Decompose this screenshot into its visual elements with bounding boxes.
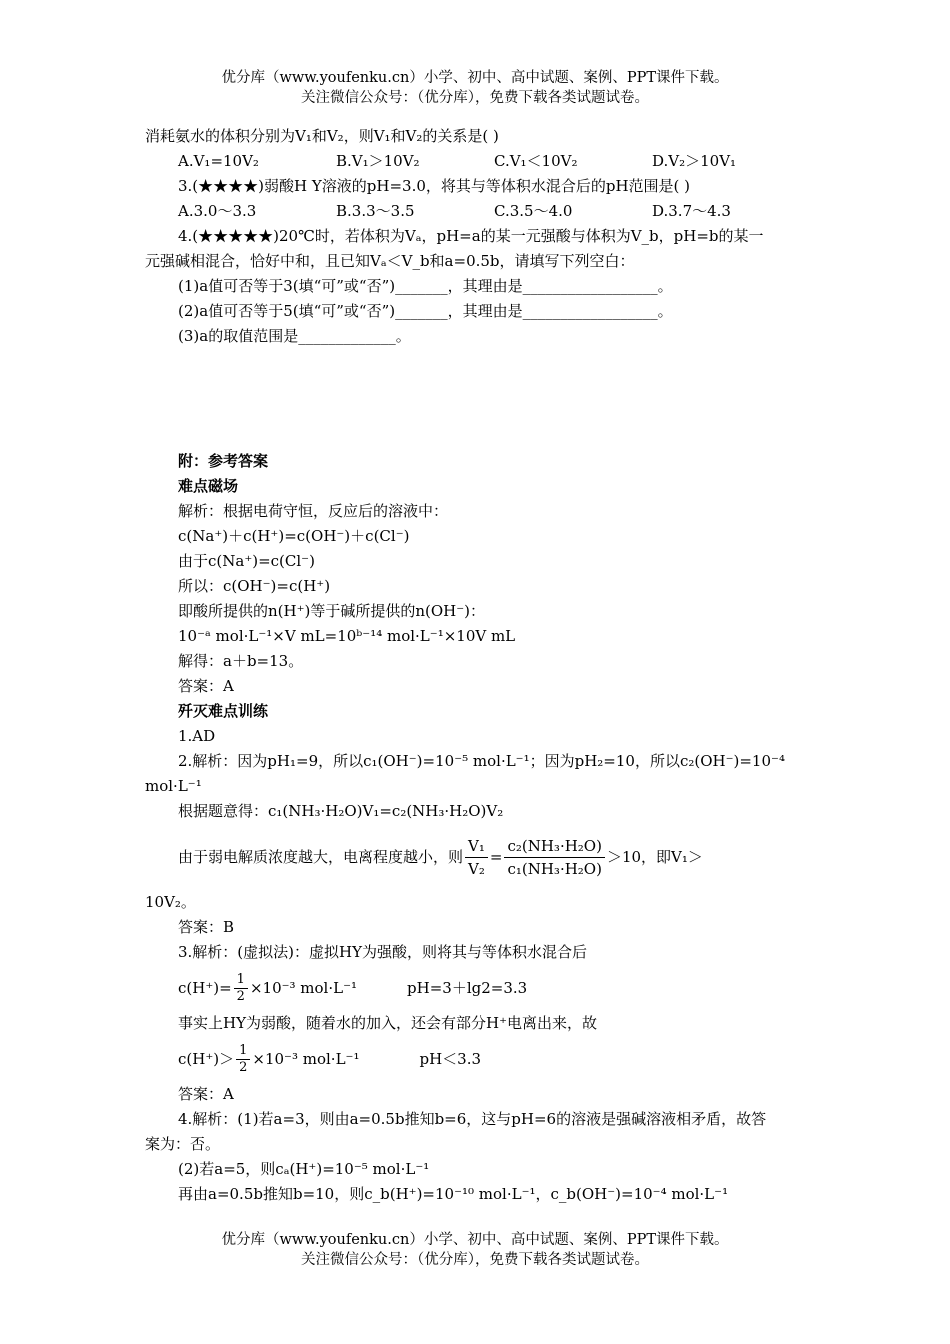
answers-title: 附：参考答案 [178, 452, 269, 470]
answer-3-result: 答案：A [178, 1085, 234, 1103]
footer-line-2: 关注微信公众号：（优分库），免费下载各类试题试卷。 [301, 1252, 649, 1268]
q3-option-c: C.3.5～4.0 [494, 202, 573, 220]
footer-line-1: 优分库（www.youfenku.cn）小学、初中、高中试题、案例、PPT课件下载。 [221, 1232, 729, 1248]
frac-den-c1: c₁(NH₃·H₂O) [507, 859, 602, 878]
answer-2-line-3: 根据题意得：c₁(NH₃·H₂O)V₁=c₂(NH₃·H₂O)V₂ [178, 802, 504, 820]
q4-line-1: 4.(★★★★★)20℃时，若体积为Vₐ，pH=a的某一元强酸与体积为V_b，pH=b的某一 [178, 227, 764, 245]
page-header [0, 68, 950, 108]
a2-frac-suffix: ＞10，即V₁＞ [606, 847, 703, 866]
answer-4-line-3: (2)若a=5，则cₐ(H⁺)=10⁻⁵ mol·L⁻¹ [178, 1160, 430, 1178]
equals-sign: = [489, 847, 503, 866]
answer-2-line-5: 10V₂。 [145, 893, 196, 911]
s1-line-1: 解析：根据电荷守恒，反应后的溶液中： [178, 502, 449, 520]
q4-line-2: 元强碱相混合，恰好中和，且已知Vₐ＜V_b和a=0.5b，请填写下列空白： [145, 252, 635, 270]
q2-option-c: C.V₁＜10V₂ [494, 152, 578, 170]
header-line-2: 关注微信公众号：（优分库），免费下载各类试题试卷。 [301, 90, 649, 106]
answer-2-result: 答案：B [178, 918, 235, 936]
answer-3-line-3: 事实上HY为弱酸，随着水的加入，还会有部分H⁺电离出来，故 [178, 1014, 597, 1032]
s1-line-5: 即酸所提供的n(H⁺)等于碱所提供的n(OH⁻)： [178, 602, 486, 620]
q3-options [145, 199, 810, 224]
half-num: 1 [234, 972, 248, 989]
q4-sub-1: (1)a值可否等于3(填“可”或“否”)_______，其理由是__________________。 [178, 277, 673, 295]
q2-option-a: A.V₁=10V₂ [178, 152, 259, 170]
q3-option-a: A.3.0～3.3 [178, 202, 257, 220]
frac-num-v1: V₁ [465, 835, 488, 858]
s1-line-8: 答案：A [178, 677, 234, 695]
document-body [145, 124, 810, 1207]
q2-options [145, 149, 810, 174]
a3-eq1-suffix: ×10⁻³ mol·L⁻¹ [249, 978, 358, 997]
q4-sub-2: (2)a值可否等于5(填“可”或“否”)_______，其理由是__________________。 [178, 302, 673, 320]
concentration-ratio-fraction [504, 835, 605, 880]
q2-option-b: B.V₁＞10V₂ [336, 152, 420, 170]
frac-num-c2: c₂(NH₃·H₂O) [504, 835, 605, 858]
v1-over-v2-fraction [465, 835, 488, 880]
page-footer [0, 1230, 950, 1270]
answer-3-eq-2 [145, 1036, 810, 1082]
answer-3-eq-1 [145, 965, 810, 1011]
a3-eq1-prefix: c(H⁺)= [178, 978, 232, 997]
section-nandian-cichang: 难点磁场 [178, 477, 239, 495]
half-num-2: 1 [236, 1043, 250, 1060]
answer-4-line-4: 再由a=0.5b推知b=10，则c_b(H⁺)=10⁻¹⁰ mol·L⁻¹，c_b(OH⁻)=10⁻⁴ mol·L⁻¹ [178, 1185, 729, 1203]
answer-2-line-1: 2.解析：因为pH₁=9，所以c₁(OH⁻)=10⁻⁵ mol·L⁻¹；因为pH₂=10，所以c₂(OH⁻)=10⁻⁴ [178, 752, 785, 770]
a3-eq2-suffix: ×10⁻³ mol·L⁻¹ [252, 1049, 360, 1068]
half-den: 2 [236, 988, 245, 1004]
half-den-2: 2 [239, 1059, 248, 1075]
one-half-fraction [234, 972, 248, 1005]
one-half-fraction-2 [236, 1043, 250, 1076]
q2-intro: 消耗氨水的体积分别为V₁和V₂，则V₁和V₂的关系是( ) [145, 127, 499, 145]
q3-option-b: B.3.3～3.5 [336, 202, 415, 220]
frac-den-v2: V₂ [468, 859, 485, 878]
q3-option-d: D.3.7～4.3 [652, 202, 731, 220]
a2-frac-prefix: 由于弱电解质浓度越大，电离程度越小，则 [178, 847, 464, 866]
answer-4-line-1: 4.解析：(1)若a=3，则由a=0.5b推知b=6，这与pH=6的溶液是强碱溶液相矛盾，故答 [178, 1110, 767, 1128]
a3-eq2-ph: pH＜3.3 [419, 1049, 482, 1068]
a3-eq1-ph: pH=3＋lg2=3.3 [407, 978, 528, 997]
s1-line-2: c(Na⁺)＋c(H⁺)=c(OH⁻)＋c(Cl⁻) [178, 527, 410, 545]
q4-sub-3: (3)a的取值范围是_____________。 [178, 327, 411, 345]
a3-eq2-prefix: c(H⁺)＞ [178, 1049, 235, 1068]
section-jianmie-xunlian: 歼灭难点训练 [178, 702, 269, 720]
s1-line-6: 10⁻ᵃ mol·L⁻¹×V mL=10ᵇ⁻¹⁴ mol·L⁻¹×10V mL [178, 627, 516, 645]
header-line-1: 优分库（www.youfenku.cn）小学、初中、高中试题、案例、PPT课件下载。 [221, 70, 729, 86]
s1-line-4: 所以：c(OH⁻)=c(H⁺) [178, 577, 331, 595]
answer-2-line-2: mol·L⁻¹ [145, 777, 202, 795]
answer-4-line-2: 案为：否。 [145, 1135, 221, 1153]
answer-1: 1.AD [178, 727, 216, 745]
answer-2-fraction-line [145, 824, 810, 890]
q3-text: 3.(★★★★)弱酸H Y溶液的pH=3.0，将其与等体积水混合后的pH范围是( ) [178, 177, 691, 195]
answer-3-line-1: 3.解析：(虚拟法)：虚拟HY为强酸，则将其与等体积水混合后 [178, 943, 588, 961]
q2-option-d: D.V₂＞10V₁ [652, 152, 737, 170]
s1-line-3: 由于c(Na⁺)=c(Cl⁻) [178, 552, 315, 570]
s1-line-7: 解得：a＋b=13。 [178, 652, 304, 670]
